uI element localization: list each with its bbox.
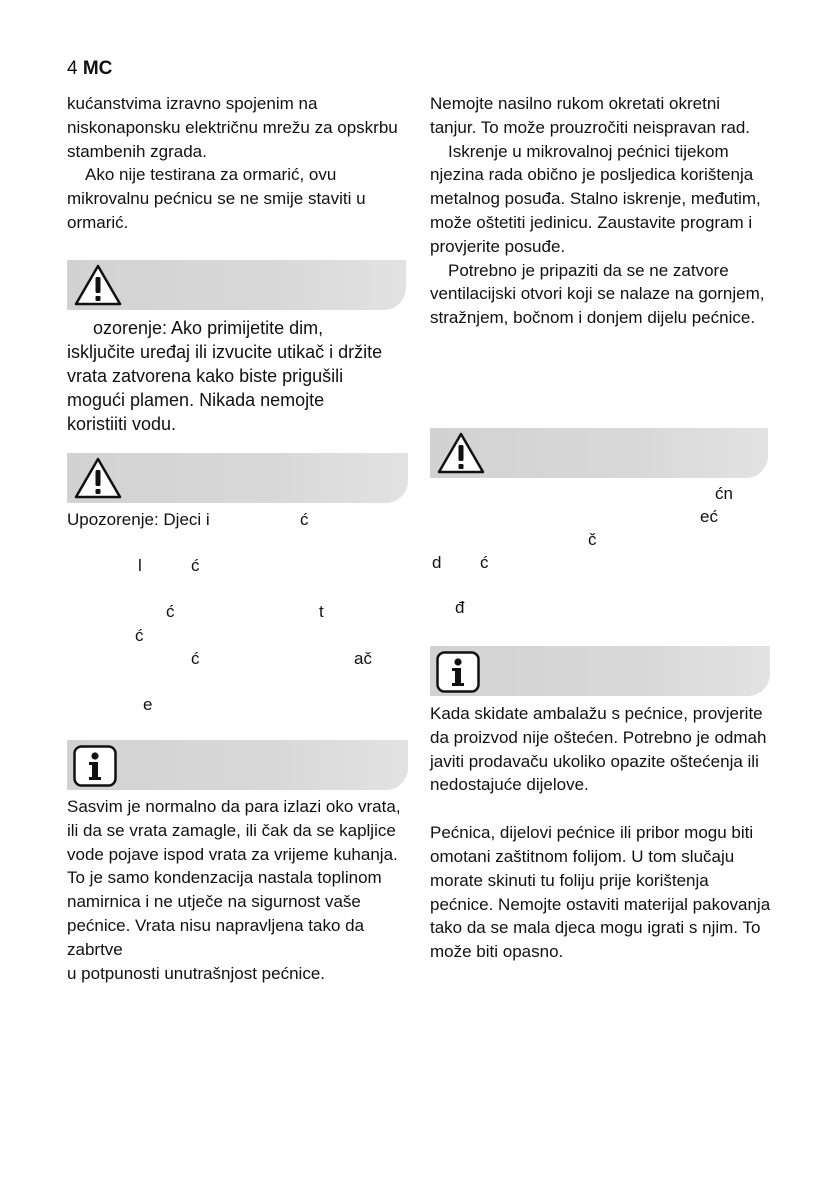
info-banner-1 bbox=[67, 740, 408, 790]
warning-triangle-icon bbox=[73, 456, 123, 500]
left-paragraph-1: kućanstvima izravno spojenim na niskonaponsku električnu mrežu za opskrbu stambenih zgrada. bbox=[67, 94, 398, 161]
info-paragraph-1: Kada skidate ambalažu s pećnice, provjerite da proizvod nije oštećen. Potrebno je odmah javiti prodavaču ukoliko opazite oštećenja ili nedostajuće dijelove. bbox=[430, 704, 767, 795]
info-banner-2 bbox=[430, 646, 770, 696]
section-code: MC bbox=[82, 58, 113, 79]
text-fragment: l bbox=[138, 556, 142, 575]
info-text-1 bbox=[67, 795, 407, 985]
warning-text-1 bbox=[67, 316, 387, 436]
text-fragment: č bbox=[588, 530, 597, 549]
text-fragment: e bbox=[143, 695, 153, 714]
right-intro bbox=[430, 92, 770, 330]
warning-paragraph-1: ozorenje: Ako primijetite dim, isključite uređaj ili izvucite utikač i držite vrata zatvorena kako biste prigušili mogući plamen. Nikada nemojte koristiiti vodu. bbox=[67, 318, 383, 434]
page-number: 4 bbox=[67, 58, 78, 79]
text-fragment: ć bbox=[300, 510, 309, 529]
text-fragment: t bbox=[319, 602, 324, 621]
text-fragment: eć bbox=[700, 507, 718, 526]
text-fragment: ć bbox=[191, 649, 200, 668]
text-fragment: ć bbox=[191, 556, 200, 575]
page-header bbox=[67, 58, 112, 80]
text-fragment: đ bbox=[455, 598, 465, 617]
info-paragraph: Sasvim je normalno da para izlazi oko vrata, ili da se vrata zamagle, ili čak da se kapljice vode pojave ispod vrata za vrijeme kuhanja. To je samo kondenzacija nastala toplinom namirnica i ne utječe na sigurnost vaše pećnice. Vrata nisu napravljena tako da zabrtve bbox=[67, 797, 401, 959]
warning-triangle-icon bbox=[73, 263, 123, 307]
text-fragment: ć bbox=[480, 553, 489, 572]
warning-banner-3 bbox=[430, 428, 768, 478]
text-fragment: ač bbox=[354, 649, 372, 668]
info-icon bbox=[73, 745, 117, 787]
warning-2-first-line: Upozorenje: Djeci i bbox=[67, 510, 210, 529]
text-fragment: d bbox=[432, 553, 442, 572]
text-fragment: ćn bbox=[715, 484, 733, 503]
left-paragraph-2: Ako nije testirana za ormarić, ovu mikrovalnu pećnicu se ne smije staviti u ormarić. bbox=[67, 165, 366, 232]
info-paragraph-last-line: u potpunosti unutrašnjost pećnice. bbox=[67, 963, 326, 983]
warning-banner-1 bbox=[67, 260, 406, 310]
left-intro bbox=[67, 92, 412, 235]
info-text-2 bbox=[430, 702, 772, 964]
info-icon bbox=[436, 651, 480, 693]
warning-banner-2 bbox=[67, 453, 408, 503]
info-paragraph-2: Pećnica, dijelovi pećnice ili pribor mogu biti omotani zaštitnom folijom. U tom slučaju morate skinuti tu foliju prije korištenja pećnice. Nemojte ostaviti materijal pakovanja tako da se mala djeca mogu igrati s njim. To može biti opasno. bbox=[430, 823, 771, 962]
right-paragraph-3: Potrebno je pripaziti da se ne zatvore ventilacijski otvori koji se nalaze na gornjem, stražnjem, bočnom i donjem dijelu pećnice. bbox=[430, 260, 765, 328]
text-fragment: ć bbox=[135, 626, 144, 645]
text-fragment: ć bbox=[166, 602, 175, 621]
right-paragraph-1: Nemojte nasilno rukom okretati okretni tanjur. To može prouzročiti neispravan rad. bbox=[430, 94, 751, 137]
right-paragraph-2: Iskrenje u mikrovalnoj pećnici tijekom njezina rada obično je posljedica korištenja metalnog posuđa. Stalno iskrenje, međutim, može oštetiti jedinicu. Zaustavite program i provjerite posuđe. bbox=[430, 141, 761, 256]
warning-triangle-icon bbox=[436, 431, 486, 475]
